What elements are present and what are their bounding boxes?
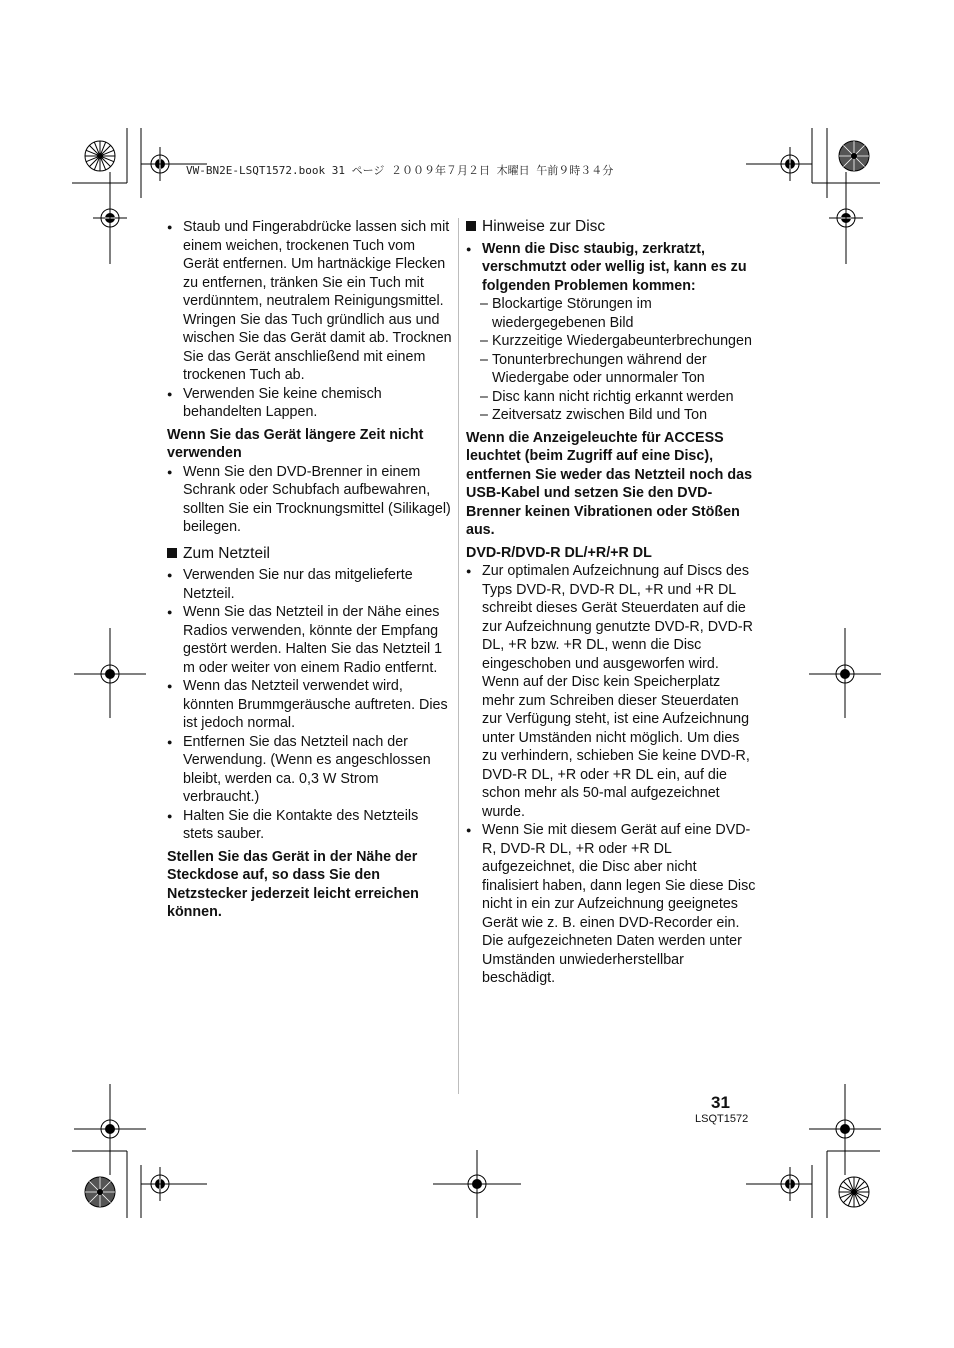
access-warning: Wenn die Anzeigeleuchte für ACCESS leuchtet (beim Zugriff auf eine Disc), entfernen Sie weder das Netzteil noch das USB-Kabel und setzen Sie den DVD-Brenner keinen Vibrationen oder Stößen aus. xyxy=(466,429,753,538)
netzteil-bullet-list xyxy=(167,566,452,844)
disc-title: Hinweise zur Disc xyxy=(482,218,606,235)
right-column xyxy=(466,218,756,988)
section-square-icon xyxy=(466,221,476,231)
document-code: LSQT1572 xyxy=(695,1113,749,1125)
dvdr-heading: DVD-R/DVD-R DL/+R/+R DL xyxy=(466,544,652,561)
disc-problem-item: – Zeitversatz zwischen Bild und Ton xyxy=(466,406,756,425)
print-file-header: VW-BN2E-LSQT1572.book 31 ページ ２００９年７月２日 木曜日 午前９時３４分 xyxy=(186,164,614,177)
dvdr-bullet: ● Zur optimalen Aufzeichnung auf Discs des Typs DVD-R, DVD-R DL, +R und +R DL schreibt dieses Gerät Steuerdaten auf die zur Aufzeichnung genutzte DVD-R, DVD-R DL, +R bzw. +R DL, wenn die Disc eingeschoben und ausgeworfen wird. Wenn auf der Disc kein Speicherplatz mehr zum Schreiben dieser Steuerdaten zur Verfügung steht, ist eine Aufzeichnung unter Umständen nicht möglich. Um dies zu verhindern, schieben Sie keine DVD-R, DVD-R DL, +R oder +R DL ein, auf die schon mehr als 50-mal aufgezeichnet wurde. xyxy=(466,562,756,821)
disc-problem-item: – Tonunterbrechungen während der Wiedergabe oder unnormaler Ton xyxy=(466,351,756,388)
care-bullet: ● Staub und Fingerabdrücke lassen sich mit einem weichen, trockenen Tuch vom Gerät entfernen. Um hartnäckige Flecken zu entfernen, tränken Sie ein Tuch mit verdünntem, neutralem Reinigungsmittel. Wringen Sie das Tuch gründlich aus und wischen Sie das Gerät damit ab. Trocknen Sie das Gerät anschließend mit einem trockenen Tuch ab. xyxy=(167,218,452,385)
disc-problem-item: – Disc kann nicht richtig erkannt werden xyxy=(466,388,756,407)
disc-intro: ● Wenn die Disc staubig, zerkratzt, verschmutzt oder wellig ist, kann es zu folgenden Problemen kommen: xyxy=(466,240,756,296)
netzteil-title: Zum Netzteil xyxy=(183,544,270,562)
netzteil-bullet: ● Halten Sie die Kontakte des Netzteils stets sauber. xyxy=(167,807,452,844)
care-bullet: ● Verwenden Sie keine chemisch behandelten Lappen. xyxy=(167,385,452,422)
dvdr-bullet: ● Wenn Sie mit diesem Gerät auf eine DVD-R, DVD-R DL, +R oder +R DL aufgezeichnet, die Disc aber nicht finalisiert haben, dann legen Sie diese Disc nicht in ein zur Aufzeichnung geeignetes Gerät wie z. B. einen DVD-Recorder ein. Die aufgezeichneten Daten werden unter Umständen unwiederherstellbar beschädigt. xyxy=(466,821,756,988)
storage-heading: Wenn Sie das Gerät längere Zeit nicht verwenden xyxy=(167,426,424,461)
netzteil-bullet: ● Entfernen Sie das Netzteil nach der Verwendung. (Wenn es angeschlossen bleibt, werden ca. 0,3 W Strom verbraucht.) xyxy=(167,733,452,807)
storage-bullet-list xyxy=(167,463,452,537)
column-divider xyxy=(458,218,459,1094)
care-bullet-list xyxy=(167,218,452,422)
disc-intro-list xyxy=(466,240,756,296)
disc-problem-list xyxy=(466,295,756,425)
netzteil-section-heading xyxy=(167,545,452,564)
storage-bullet: ● Wenn Sie den DVD-Brenner in einem Schrank oder Schubfach aufbewahren, sollten Sie ein Trocknungsmittel (Silikagel) beilegen. xyxy=(167,463,452,537)
disc-problem-item: – Kurzzeitige Wiedergabeunterbrechungen xyxy=(466,332,756,351)
netzteil-bullet: ● Wenn das Netzteil verwendet wird, könnten Brummgeräusche auftreten. Dies ist jedoch normal. xyxy=(167,677,452,733)
section-square-icon xyxy=(167,548,177,558)
netzteil-note: Stellen Sie das Gerät in der Nähe der Steckdose auf, so dass Sie den Netzstecker jederzeit leicht erreichen können. xyxy=(167,848,419,920)
disc-section-heading xyxy=(466,218,756,237)
netzteil-bullet: ● Verwenden Sie nur das mitgelieferte Netzteil. xyxy=(167,566,452,603)
disc-problem-item: – Blockartige Störungen im wiedergegebenen Bild xyxy=(466,295,756,332)
dvdr-bullet-list xyxy=(466,562,756,988)
left-column xyxy=(167,218,452,922)
netzteil-bullet: ● Wenn Sie das Netzteil in der Nähe eines Radios verwenden, könnte der Empfang gestört werden. Halten Sie das Netzteil 1 m oder weiter von einem Radio entfernt. xyxy=(167,603,452,677)
page-number: 31 xyxy=(711,1093,730,1112)
